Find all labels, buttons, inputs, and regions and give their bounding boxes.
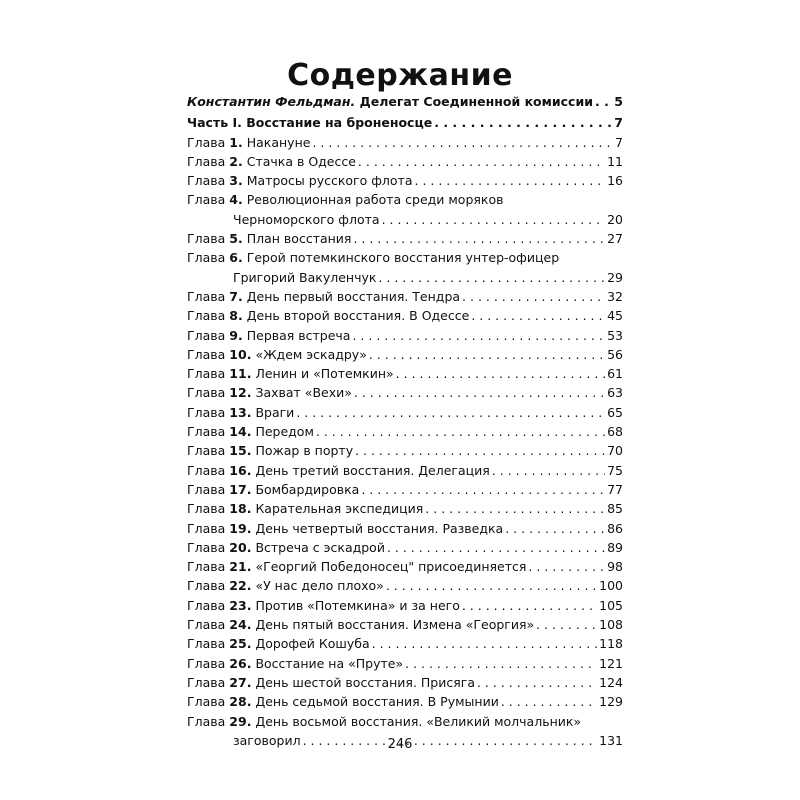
chapter-title: Революционная работа среди моряков [246, 192, 504, 208]
chapter-prefix: Глава [187, 192, 226, 208]
chapter-title: Герой потемкинского восстания унтер-офицер [246, 250, 560, 266]
toc-entry-chapter[interactable] [187, 383, 623, 402]
dot-leader [361, 480, 605, 499]
chapter-number: 18. [229, 501, 252, 517]
dot-leader [316, 422, 605, 441]
part-page: 7 [614, 115, 623, 131]
chapter-prefix: Глава [187, 617, 226, 633]
dot-leader [462, 596, 597, 615]
toc-entry-chapter[interactable] [187, 519, 623, 538]
chapter-number: 2. [229, 153, 243, 169]
chapter-number: 22. [229, 578, 252, 594]
dot-leader [386, 576, 597, 595]
dot-leader [536, 615, 597, 634]
chapter-page: 32 [607, 288, 623, 304]
chapter-number: 17. [229, 481, 252, 497]
chapter-title: Дорофей Кошуба [255, 636, 370, 652]
dot-leader [358, 152, 605, 171]
chapter-number: 16. [229, 462, 252, 478]
chapter-page: 77 [607, 481, 623, 497]
chapter-title: «Ждем эскадру» [255, 346, 367, 362]
dot-leader [405, 654, 597, 673]
toc-entry-chapter[interactable] [187, 345, 623, 364]
dot-leader [462, 287, 605, 306]
toc-entry-chapter[interactable] [187, 654, 623, 673]
chapter-number: 10. [229, 346, 252, 362]
chapter-title: День пятый восстания. Измена «Георгия» [255, 617, 535, 633]
chapter-title-continued: Черноморского флота [233, 211, 380, 227]
chapter-page: 56 [607, 346, 623, 362]
intro-page: 5 [614, 94, 623, 109]
dot-leader [528, 557, 605, 576]
chapter-prefix: Глава [187, 520, 226, 536]
chapter-title: День шестой восстания. Присяга [255, 674, 475, 690]
toc-entry-chapter[interactable] [187, 441, 623, 460]
chapter-page: 129 [599, 694, 623, 710]
chapter-prefix: Глава [187, 578, 226, 594]
toc-entry-chapter[interactable] [187, 190, 623, 229]
chapter-number: 28. [229, 694, 252, 710]
chapter-title-continued: Григорий Вакуленчук [233, 269, 377, 285]
chapter-number: 26. [229, 655, 252, 671]
chapter-title: Первая встреча [246, 327, 351, 343]
dot-leader [312, 133, 613, 152]
chapter-number: 29. [229, 713, 252, 729]
dot-leader [434, 113, 612, 132]
chapter-page: 121 [599, 655, 623, 671]
chapter-number: 11. [229, 366, 252, 382]
chapter-title: «Георгий Победоносец" присоединяется [255, 559, 527, 575]
chapter-prefix: Глава [187, 597, 226, 613]
dot-leader [387, 538, 605, 557]
chapter-page: 11 [607, 153, 623, 169]
dot-leader [396, 364, 605, 383]
dot-leader [471, 306, 605, 325]
chapter-number: 25. [229, 636, 252, 652]
dot-leader [378, 268, 605, 287]
chapter-prefix: Глава [187, 366, 226, 382]
chapter-number: 19. [229, 520, 252, 536]
toc-entry-chapter[interactable] [187, 326, 623, 345]
chapter-title: День восьмой восстания. «Великий молчальник» [255, 713, 582, 729]
chapter-number: 12. [229, 385, 252, 401]
chapter-number: 13. [229, 404, 252, 420]
chapter-title: Накануне [246, 134, 311, 150]
chapter-title: Стачка в Одессе [246, 153, 356, 169]
chapter-prefix: Глава [187, 443, 226, 459]
part-title: Часть I. Восстание на броненосце [187, 115, 433, 131]
chapter-page: 118 [599, 636, 623, 652]
chapter-number: 24. [229, 617, 252, 633]
chapter-page: 68 [607, 424, 623, 440]
dot-leader [595, 92, 612, 111]
dot-leader [492, 461, 605, 480]
page-number: 246 [387, 737, 413, 752]
chapter-title: «У нас дело плохо» [255, 578, 384, 594]
dot-leader [372, 634, 598, 653]
toc-entry-chapter[interactable] [187, 152, 623, 171]
toc-entry-chapter[interactable] [187, 171, 623, 190]
dot-leader [425, 499, 605, 518]
chapter-prefix: Глава [187, 713, 226, 729]
chapter-number: 6. [229, 250, 243, 266]
chapter-title-continued: заговорил [233, 732, 301, 748]
chapter-prefix: Глава [187, 385, 226, 401]
toc-entry-chapter[interactable] [187, 480, 623, 499]
toc-entry-chapter[interactable] [187, 287, 623, 306]
chapter-page: 85 [607, 501, 623, 517]
chapter-prefix: Глава [187, 346, 226, 362]
dot-leader [415, 171, 606, 190]
toc-entry-chapter[interactable] [187, 596, 623, 615]
chapter-prefix: Глава [187, 173, 226, 189]
dot-leader [382, 210, 606, 229]
chapter-list [187, 133, 623, 751]
chapter-number: 8. [229, 308, 243, 324]
chapter-number: 27. [229, 674, 252, 690]
toc-entry-part[interactable] [187, 113, 623, 132]
chapter-prefix: Глава [187, 636, 226, 652]
chapter-number: 5. [229, 231, 243, 247]
chapter-number: 4. [229, 192, 243, 208]
toc-entry-chapter[interactable] [187, 403, 623, 422]
dot-leader [501, 692, 597, 711]
chapter-title: День седьмой восстания. В Румынии [255, 694, 499, 710]
chapter-page: 100 [599, 578, 623, 594]
toc-entry-chapter[interactable] [187, 229, 623, 248]
toc-entry-chapter[interactable] [187, 576, 623, 595]
toc-entry-chapter[interactable] [187, 673, 623, 692]
toc-entry-chapter[interactable] [187, 634, 623, 653]
chapter-page: 89 [607, 539, 623, 555]
chapter-number: 21. [229, 559, 252, 575]
dot-leader [369, 345, 605, 364]
chapter-prefix: Глава [187, 327, 226, 343]
intro-title: Делегат Соединенной комиссии [359, 94, 593, 109]
chapter-page: 53 [607, 327, 623, 343]
toc-entry-chapter[interactable] [187, 461, 623, 480]
toc-entry-chapter[interactable] [187, 364, 623, 383]
chapter-title: План восстания [246, 231, 352, 247]
chapter-title: Враги [255, 404, 295, 420]
chapter-title: День второй восстания. В Одессе [246, 308, 470, 324]
chapter-title: Против «Потемкина» и за него [255, 597, 460, 613]
toc-entry-chapter[interactable] [187, 248, 623, 287]
chapter-prefix: Глава [187, 308, 226, 324]
chapter-page: 75 [607, 462, 623, 478]
chapter-number: 9. [229, 327, 243, 343]
chapter-page: 105 [599, 597, 623, 613]
toc-entry-chapter[interactable] [187, 499, 623, 518]
chapter-title: Пожар в порту [255, 443, 354, 459]
chapter-page: 86 [607, 520, 623, 536]
chapter-prefix: Глава [187, 404, 226, 420]
chapter-title: День четвертый восстания. Разведка [255, 520, 504, 536]
chapter-prefix: Глава [187, 655, 226, 671]
chapter-prefix: Глава [187, 153, 226, 169]
chapter-page: 20 [607, 211, 623, 227]
chapter-prefix: Глава [187, 462, 226, 478]
chapter-prefix: Глава [187, 539, 226, 555]
chapter-title: Матросы русского флота [246, 173, 413, 189]
chapter-prefix: Глава [187, 424, 226, 440]
chapter-page: 70 [607, 443, 623, 459]
toc-entry-chapter[interactable] [187, 306, 623, 325]
table-of-contents [187, 92, 623, 750]
chapter-number: 1. [229, 134, 243, 150]
page-title: Содержание [287, 58, 513, 93]
chapter-prefix: Глава [187, 481, 226, 497]
chapter-number: 15. [229, 443, 252, 459]
dot-leader [355, 441, 605, 460]
chapter-page: 7 [615, 134, 623, 150]
chapter-page: 65 [607, 404, 623, 420]
toc-entry-intro[interactable] [187, 92, 623, 111]
toc-entry-chapter[interactable] [187, 692, 623, 711]
chapter-title: День первый восстания. Тендра [246, 288, 461, 304]
chapter-prefix: Глава [187, 674, 226, 690]
chapter-page: 108 [599, 617, 623, 633]
chapter-title: Передом [255, 424, 314, 440]
chapter-title: Восстание на «Пруте» [255, 655, 404, 671]
chapter-number: 7. [229, 288, 243, 304]
chapter-number: 3. [229, 173, 243, 189]
dot-leader [477, 673, 597, 692]
chapter-prefix: Глава [187, 501, 226, 517]
toc-entry-chapter[interactable] [187, 615, 623, 634]
dot-leader [353, 229, 605, 248]
chapter-number: 23. [229, 597, 252, 613]
dot-leader [296, 403, 605, 422]
chapter-prefix: Глава [187, 559, 226, 575]
chapter-prefix: Глава [187, 288, 226, 304]
chapter-title: Захват «Вехи» [255, 385, 352, 401]
chapter-title: Бомбардировка [255, 481, 360, 497]
chapter-page: 45 [607, 308, 623, 324]
toc-entry-chapter[interactable] [187, 538, 623, 557]
chapter-page: 63 [607, 385, 623, 401]
dot-leader [352, 326, 605, 345]
chapter-prefix: Глава [187, 250, 226, 266]
chapter-page: 131 [599, 732, 623, 748]
dot-leader [354, 383, 605, 402]
chapter-title: Ленин и «Потемкин» [255, 366, 394, 382]
toc-entry-chapter[interactable] [187, 557, 623, 576]
dot-leader [505, 519, 605, 538]
chapter-page: 124 [599, 674, 623, 690]
chapter-page: 29 [607, 269, 623, 285]
chapter-page: 16 [607, 173, 623, 189]
toc-entry-chapter[interactable] [187, 133, 623, 152]
chapter-number: 20. [229, 539, 252, 555]
chapter-prefix: Глава [187, 694, 226, 710]
chapter-page: 61 [607, 366, 623, 382]
chapter-number: 14. [229, 424, 252, 440]
chapter-prefix: Глава [187, 134, 226, 150]
chapter-title: Карательная экспедиция [255, 501, 424, 517]
chapter-prefix: Глава [187, 231, 226, 247]
chapter-page: 27 [607, 231, 623, 247]
chapter-title: Встреча с эскадрой [255, 539, 385, 555]
intro-author: Константин Фельдман. [187, 94, 356, 109]
toc-entry-chapter[interactable] [187, 422, 623, 441]
chapter-page: 98 [607, 559, 623, 575]
chapter-title: День третий восстания. Делегация [255, 462, 490, 478]
